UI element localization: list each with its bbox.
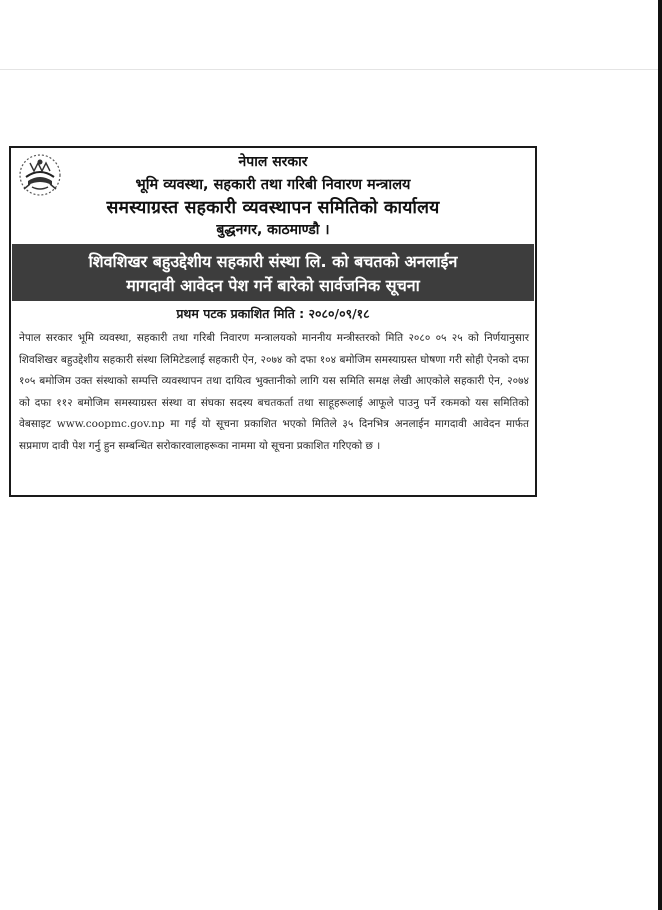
scan-edge: [658, 0, 662, 910]
notice-title-line-1: शिवशिखर बहुउद्देशीय सहकारी संस्था लि. को बचतको अनलाईन: [88, 252, 458, 271]
scan-artifact-line: [0, 69, 662, 70]
publish-date: प्रथम पटक प्रकाशित मिति : २०८०/०९/१८: [176, 306, 370, 321]
government-name: नेपाल सरकार: [238, 154, 308, 170]
notice-body: नेपाल सरकार भूमि व्यवस्था, सहकारी तथा गरिबी निवारण मन्त्रालयको माननीय मन्त्रीस्तरको मिति २०८० ०५ २५ को निर्णयानुसार शिवशिखर बहुउद्देशीय सहकारी संस्था लिमिटेडलाई सहकारी ऐन, २०७४ को दफा १०४ बमोजिम समस्याग्रस्त घोषणा गरी सोही ऐनको दफा १०५ बमोजिम उक्त संस्थाको सम्पत्ति व्यवस्थापन तथा दायित्व भुक्तानीको लागि यस समिति समक्ष लेखी आएकोले सहकारी ऐन, २०७४ को दफा ११२ बमोजिम समस्याग्रस्त संस्था वा संघका सदस्य बचतकर्ता तथा साहूहरूलाई आफूले पाउनु पर्ने रकमको यस समितिको वेबसाइट www.coopmc.gov.np मा गई यो सूचना प्रकाशित भएको मितिले ३५ दिनभित्र अनलाईन मागदावी आवेदन मार्फत सप्रमाण दावी पेश गर्नु हुन सम्बन्धित सरोकारवालाहरूका नाममा यो सूचना प्रकाशित गरिएको छ ।: [19, 332, 529, 452]
notice-title-band: [12, 244, 534, 301]
public-notice: [9, 146, 537, 497]
notice-title-line-2: मागदावी आवेदन पेश गर्ने बारेको सार्वजनिक सूचना: [126, 276, 420, 295]
office-address: बुद्धनगर, काठमाण्डौ ।: [216, 222, 330, 238]
ministry-name: भूमि व्यवस्था, सहकारी तथा गरिबी निवारण मन्त्रालय: [135, 177, 411, 193]
office-name: समस्याग्रस्त सहकारी व्यवस्थापन समितिको कार्यालय: [106, 198, 440, 218]
